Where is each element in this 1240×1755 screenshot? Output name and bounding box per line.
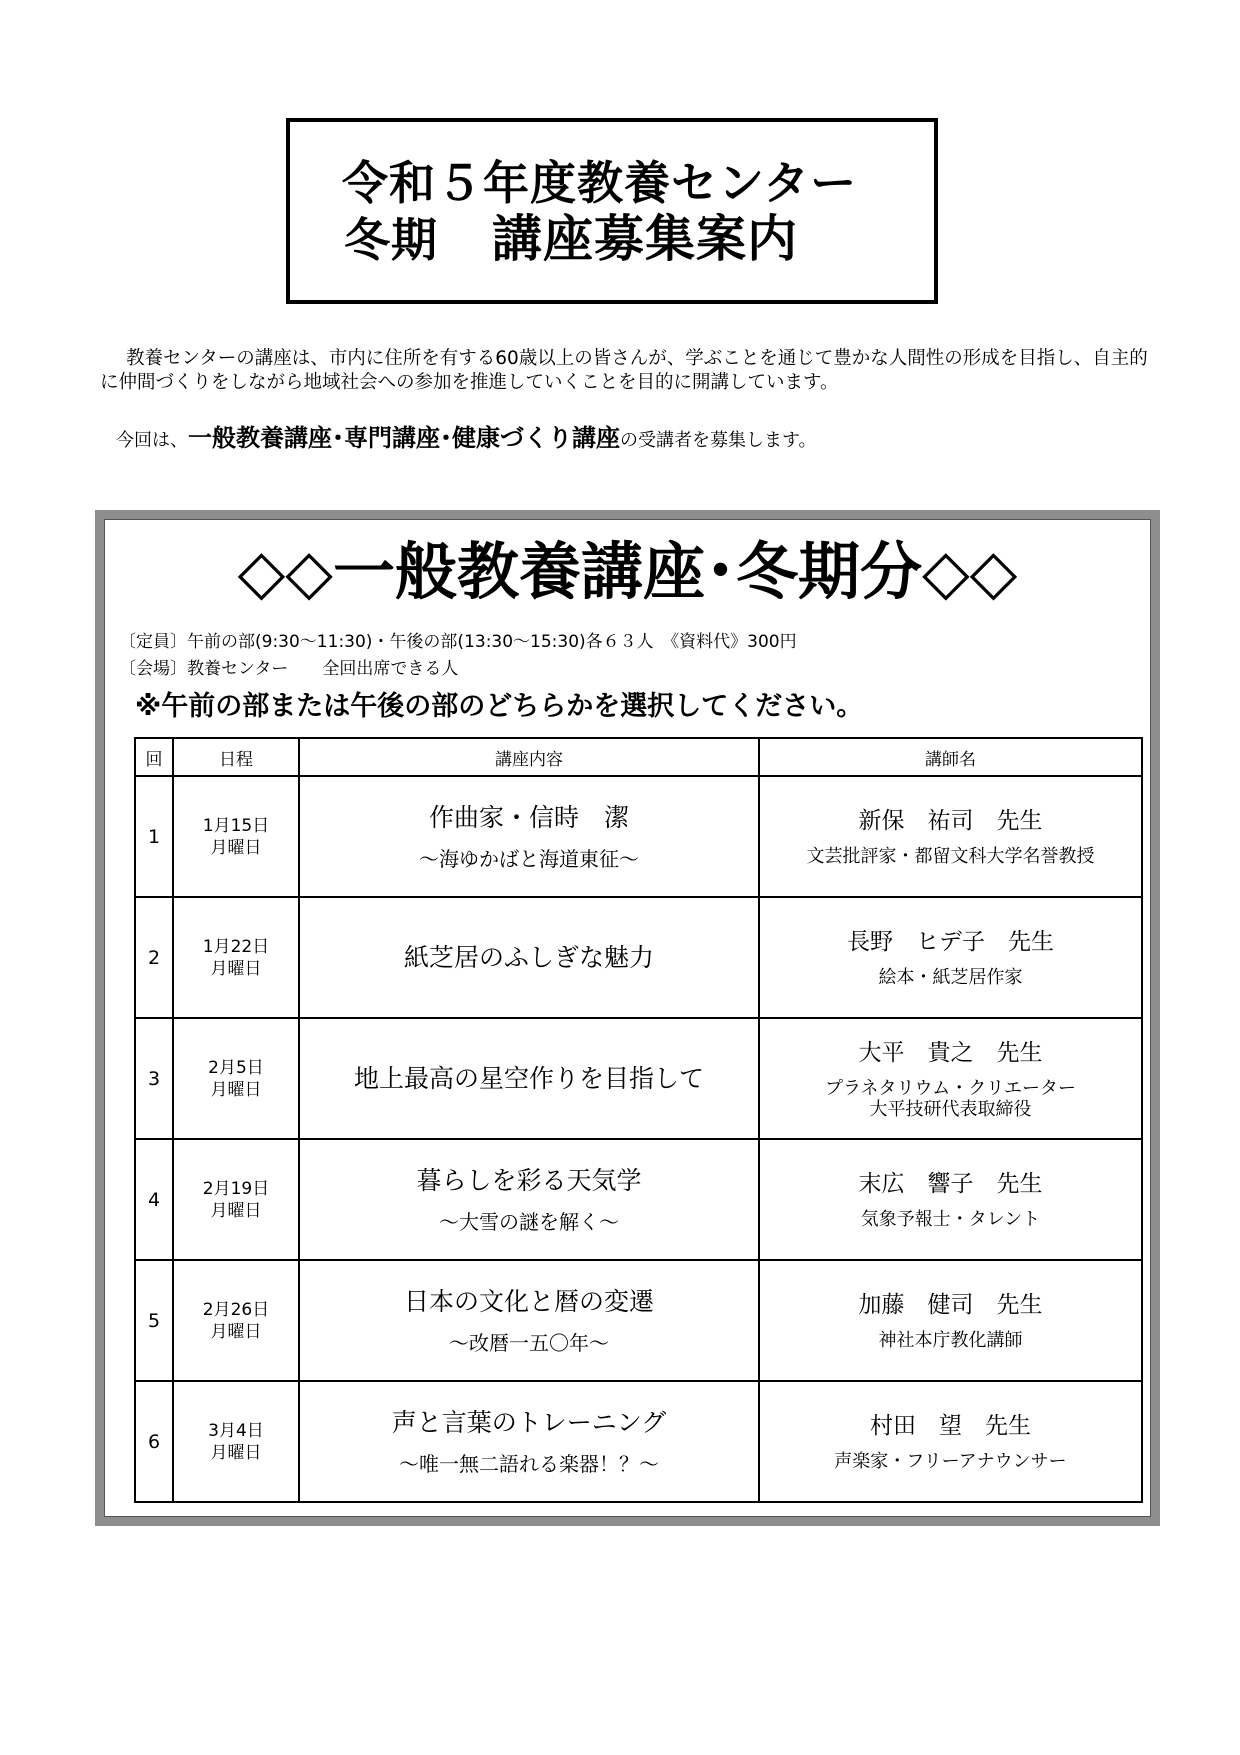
course-content	[299, 1381, 759, 1502]
course-title: 紙芝居のふしぎな魅力	[403, 942, 654, 972]
course-subtitle: ～大雪の謎を解く～	[439, 1209, 619, 1234]
table-row	[135, 1381, 1142, 1502]
course-content	[299, 1260, 759, 1381]
course-title: 地上最高の星空作りを目指して	[353, 1063, 704, 1093]
instructor-name: 大平 貴之 先生	[858, 1039, 1043, 1066]
course-instructor	[759, 897, 1142, 1018]
course-instructor	[759, 1381, 1142, 1502]
session-number: 5	[135, 1260, 173, 1381]
recruitment-notice	[116, 418, 817, 453]
notice-courses: 一般教養講座･専門講座･健康づくり講座	[188, 424, 620, 452]
intro-paragraph: 教養センターの講座は、市内に住所を有する60歳以上の皆さんが、学ぶことを通じて豊かな人間性の形成を目指し、自主的に仲間づくりをしながら地域社会への参加を推進していくことを目的に開講しています。	[100, 348, 1148, 393]
header-date: 日程	[173, 738, 299, 776]
session-number: 4	[135, 1139, 173, 1260]
session-date: 1月22日 月曜日	[173, 897, 299, 1018]
venue-info: 〔会場〕教養センター 全回出席できる人	[119, 659, 459, 679]
session-date: 2月5日 月曜日	[173, 1018, 299, 1139]
capacity-info: 〔定員〕午前の部(9:30～11:30)・午後の部(13:30～15:30)各６３人 《資料代》300円	[119, 632, 797, 652]
course-section	[104, 519, 1151, 1517]
course-content	[299, 776, 759, 897]
course-title: 作曲家・信時 潔	[428, 802, 629, 832]
header-instructor: 講師名	[759, 738, 1142, 776]
intro-text	[100, 347, 1160, 395]
table-row	[135, 1260, 1142, 1381]
course-subtitle: ～海ゆかばと海道東征～	[419, 846, 639, 871]
instructor-role: 文芸批評家・都留文科大学名誉教授	[806, 846, 1095, 867]
instructor-role: プラネタリウム・クリエーター 大平技研代表取締役	[825, 1077, 1076, 1120]
session-date: 1月15日 月曜日	[173, 776, 299, 897]
instructor-name: 新保 祐司 先生	[858, 808, 1043, 834]
instructor-name: 加藤 健司 先生	[858, 1292, 1043, 1318]
instructor-name: 村田 望 先生	[870, 1413, 1031, 1439]
course-subtitle: ～改暦一五〇年～	[449, 1330, 609, 1355]
table-row	[135, 897, 1142, 1018]
session-number: 2	[135, 897, 173, 1018]
header-num: 回	[135, 738, 173, 776]
course-title: 暮らしを彩る天気学	[416, 1165, 642, 1195]
section-title: ◇◇一般教養講座･冬期分◇◇	[237, 535, 1018, 608]
title-box	[286, 118, 938, 304]
course-subtitle: ～唯一無二語れる楽器！？～	[399, 1451, 659, 1476]
season-label: 冬期	[344, 212, 438, 267]
table-row	[135, 776, 1142, 897]
session-date: 3月4日 月曜日	[173, 1381, 299, 1502]
session-number: 3	[135, 1018, 173, 1139]
instructor-name: 長野 ヒデ子 先生	[847, 929, 1054, 955]
session-number: 6	[135, 1381, 173, 1502]
course-content	[299, 1018, 759, 1139]
course-content	[299, 897, 759, 1018]
instructor-role: 絵本・紙芝居作家	[878, 967, 1023, 988]
recruitment-label: 講座募集案内	[492, 209, 798, 268]
page-title-line1: 令和５年度教養センター	[342, 155, 858, 210]
course-title: 日本の文化と暦の変遷	[403, 1286, 654, 1316]
header-content: 講座内容	[299, 738, 759, 776]
notice-prefix: 今回は、	[116, 430, 188, 451]
table-row	[135, 1018, 1142, 1139]
instructor-role: 神社本庁教化講師	[878, 1330, 1023, 1351]
instructor-name: 末広 響子 先生	[858, 1171, 1043, 1197]
session-date: 2月26日 月曜日	[173, 1260, 299, 1381]
page-title-line2	[290, 211, 934, 268]
course-content	[299, 1139, 759, 1260]
course-title: 声と言葉のトレーニング	[391, 1407, 667, 1437]
session-number: 1	[135, 776, 173, 897]
course-instructor	[759, 1260, 1142, 1381]
course-instructor	[759, 1018, 1142, 1139]
session-date: 2月19日 月曜日	[173, 1139, 299, 1260]
instructor-role: 声楽家・フリーアナウンサー	[834, 1451, 1067, 1472]
course-instructor	[759, 1139, 1142, 1260]
table-header-row	[135, 738, 1142, 776]
course-section-frame	[95, 510, 1160, 1526]
schedule-table	[134, 737, 1143, 1503]
instructor-role: 気象予報士・タレント	[860, 1209, 1041, 1230]
table-row	[135, 1139, 1142, 1260]
notice-suffix: の受講者を募集します。	[620, 430, 817, 451]
selection-warning: ※午前の部または午後の部のどちらかを選択してください。	[135, 691, 864, 722]
course-instructor	[759, 776, 1142, 897]
